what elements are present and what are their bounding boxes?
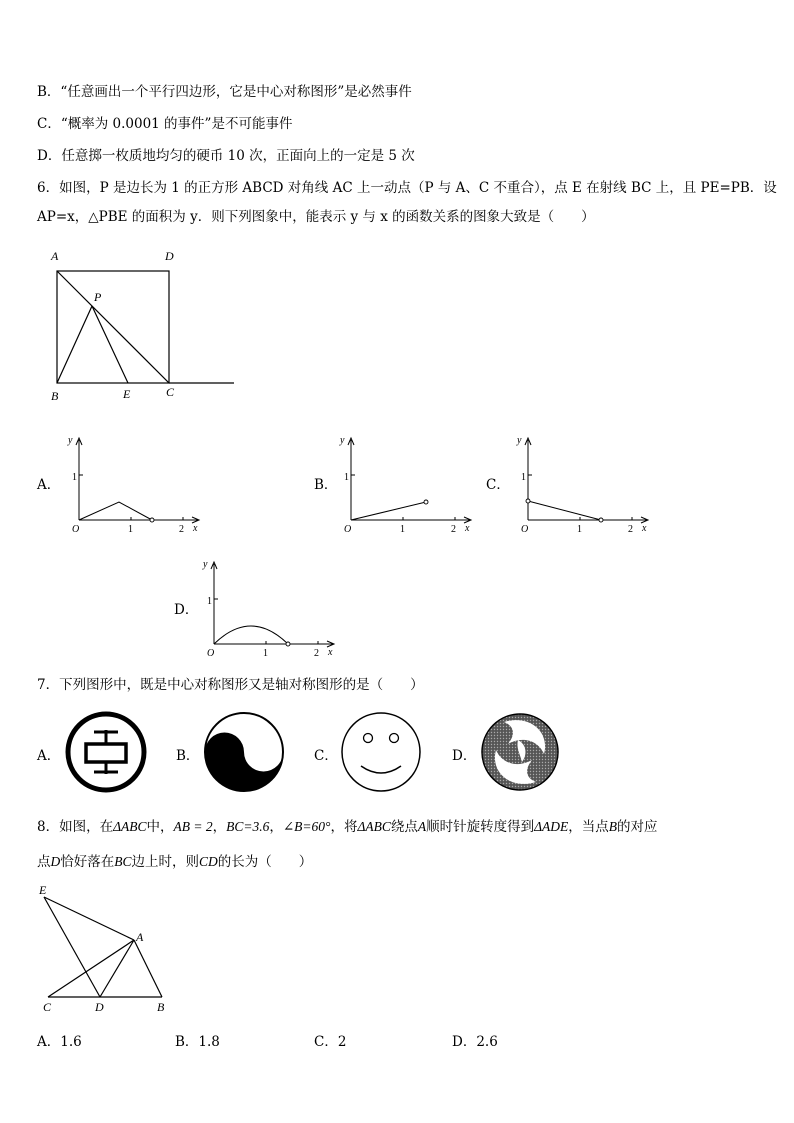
q7-coin-figure [64, 710, 148, 794]
q8-stem-line1 [37, 817, 658, 837]
q6-stem-line1: 6．如图，P 是边长为 1 的正方形 ABCD 对角线 AC 上一动点（P 与 A、C 不重合），点 E 在射线 BC 上，且 PE=PB．设 [37, 180, 777, 196]
q6-label-a: A [51, 249, 59, 263]
q6-graph-a-x-label: x [193, 523, 198, 534]
q8-ab-value: AB = 2 [173, 819, 213, 834]
q6-graph-d-tick-y1: 1 [207, 596, 212, 607]
q6-graph-b-tick-x1: 1 [400, 524, 405, 535]
q6-graph-a-y-label: y [68, 435, 73, 446]
q8-label-e: E [39, 883, 47, 897]
q5-option-b: B．“任意画出一个平行四边形，它是中心对称图形”是必然事件 [37, 84, 412, 100]
q6-graph-d-tick-x1: 1 [263, 648, 268, 659]
q6-graph-d-tick-x2: 2 [314, 648, 319, 659]
q6-square-figure [40, 245, 250, 405]
q8-text: 绕点 [390, 819, 418, 835]
q8-text: 点 [37, 854, 51, 870]
q5-option-d: D．任意掷一枚质地均匀的硬币 10 次，正面向上的一定是 5 次 [37, 148, 415, 164]
q8-option-a: A．1.6 [37, 1034, 82, 1050]
q8-label-a: A [136, 930, 144, 944]
q6-graph-b [338, 432, 478, 537]
q6-graph-b-origin: O [344, 524, 352, 535]
q8-point-d: D [50, 854, 61, 869]
q7-option-b-label: B． [176, 748, 200, 764]
q8-triangle-abc: ΔABC [113, 819, 147, 834]
q6-graph-b-tick-y1: 1 [344, 472, 349, 483]
q8-text: ， [269, 819, 283, 835]
q6-label-d: D [165, 249, 174, 263]
q8-point-a: A [417, 819, 427, 834]
q8-option-c: C．2 [314, 1034, 347, 1050]
q8-angle-b: ∠B=60° [282, 819, 331, 834]
q6-graph-d-x-label: x [328, 647, 333, 658]
q8-text: 的对应 [617, 819, 658, 835]
q7-yinyang-figure [202, 710, 286, 794]
q8-text: 中， [146, 819, 174, 835]
q6-graph-a-tick-x2: 2 [179, 524, 184, 535]
q8-triangle-ade: ΔADE [534, 819, 569, 834]
q6-graph-c-tick-y1: 1 [521, 472, 526, 483]
q6-graph-c [515, 432, 655, 537]
q7-stem: 7．下列图形中，既是中心对称图形又是轴对称图形的是（ ） [37, 677, 424, 693]
q6-graph-b-tick-x2: 2 [451, 524, 456, 535]
q6-graph-c-x-label: x [642, 523, 647, 534]
q8-triangle-abc: ΔABC [357, 819, 391, 834]
q7-option-d-label: D． [452, 748, 477, 764]
q6-graph-a-tick-x1: 1 [128, 524, 133, 535]
q6-label-p: P [94, 290, 102, 304]
q6-option-a-label: A． [37, 477, 61, 493]
q8-segment-bc: BC [114, 854, 132, 869]
q6-option-c-label: C． [486, 477, 510, 493]
q8-text: ，将 [330, 819, 358, 835]
q8-label-d: D [95, 1000, 104, 1014]
q6-option-b-label: B． [314, 477, 338, 493]
q6-stem-line2: AP=x，△PBE 的面积为 y．则下列图象中，能表示 y 与 x 的函数关系的图象大致是（ ） [37, 209, 595, 225]
q8-point-b: B [608, 819, 618, 834]
q8-label-c: C [43, 1000, 52, 1014]
q8-rotation-figure [34, 880, 184, 1020]
q8-text: 的长为（ ） [217, 854, 313, 870]
q8-text: 8．如图，在 [37, 819, 114, 835]
q6-graph-a-origin: O [72, 524, 80, 535]
q6-graph-d-y-label: y [203, 559, 208, 570]
q8-text: 恰好落在 [60, 854, 115, 870]
q8-text: ， [212, 819, 227, 835]
q6-graph-b-x-label: x [465, 523, 470, 534]
q5-option-c: C．“概率为 0.0001 的事件”是不可能事件 [37, 116, 293, 132]
q8-segment-cd: CD [199, 854, 218, 869]
q6-graph-b-y-label: y [340, 435, 345, 446]
q8-label-b: B [157, 1000, 165, 1014]
q6-label-c: C [166, 385, 175, 399]
q7-swirl-figure [478, 710, 562, 794]
q8-bc-value: BC=3.6 [226, 819, 270, 834]
q6-option-d-label: D． [174, 602, 199, 618]
q6-graph-c-tick-x1: 1 [577, 524, 582, 535]
q6-label-e: E [123, 387, 131, 401]
q7-option-a-label: A． [37, 748, 61, 764]
q6-graph-d [201, 556, 341, 661]
q8-option-b: B．1.8 [175, 1034, 220, 1050]
q6-graph-a [66, 432, 206, 537]
q6-graph-c-origin: O [521, 524, 529, 535]
q8-text: 边上时，则 [131, 854, 200, 870]
q6-graph-c-y-label: y [517, 435, 522, 446]
q6-label-b: B [51, 389, 59, 403]
q8-text: ，当点 [568, 819, 609, 835]
q6-graph-a-tick-y1: 1 [72, 472, 77, 483]
q7-option-c-label: C． [314, 748, 338, 764]
q8-text: 顺时针旋转度得到 [426, 819, 535, 835]
q8-option-d: D．2.6 [452, 1034, 498, 1050]
q6-graph-c-tick-x2: 2 [628, 524, 633, 535]
q6-graph-d-origin: O [207, 648, 215, 659]
q7-smiley-figure [339, 710, 423, 794]
q8-stem-line2 [37, 852, 312, 872]
